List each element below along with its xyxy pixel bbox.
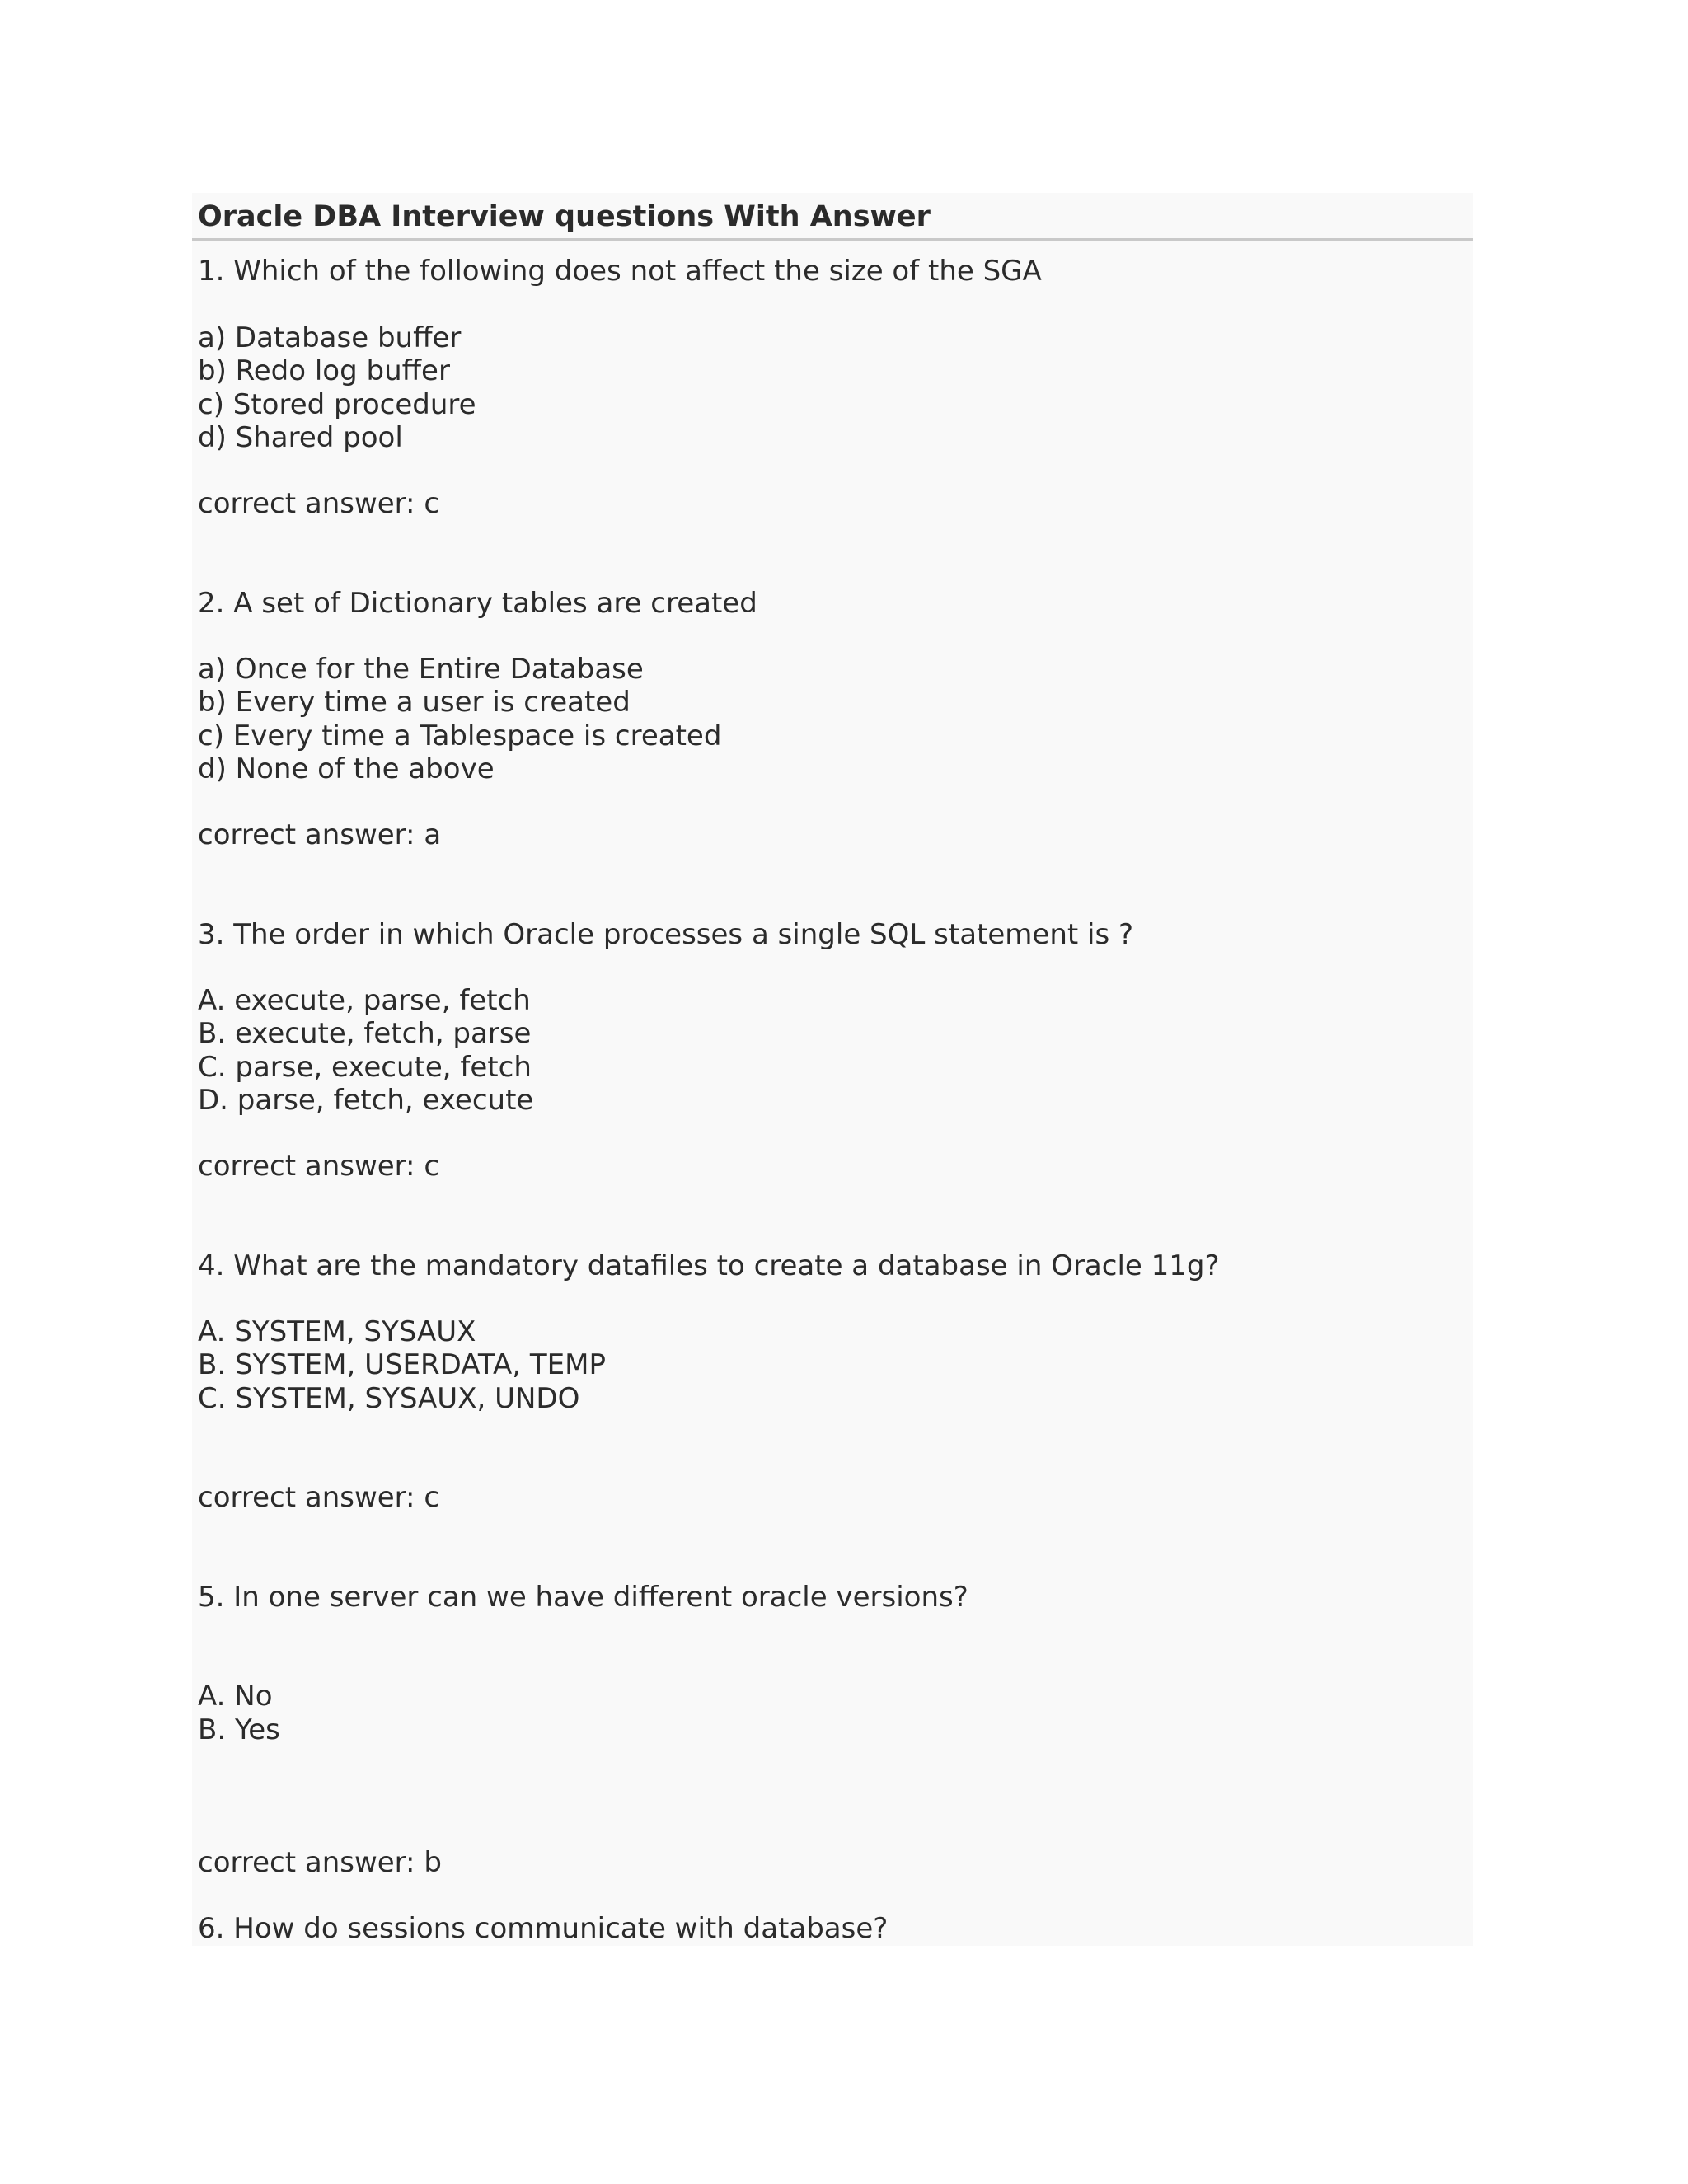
q3-option-c: C. parse, execute, fetch <box>198 1051 532 1084</box>
q2-option-c: c) Every time a Tablespace is created <box>198 719 722 752</box>
question-3: 3. The order in which Oracle processes a single SQL statement is ? <box>198 918 1134 951</box>
q5-answer: correct answer: b <box>198 1846 442 1879</box>
page-title: Oracle DBA Interview questions With Answer <box>198 200 931 233</box>
q3-answer: correct answer: c <box>198 1150 440 1183</box>
question-2: 2. A set of Dictionary tables are created <box>198 587 757 620</box>
question-5: 5. In one server can we have different oracle versions? <box>198 1581 968 1614</box>
q5-option-a: A. No <box>198 1680 273 1713</box>
q1-option-b: b) Redo log buffer <box>198 354 450 387</box>
q1-option-d: d) Shared pool <box>198 421 403 454</box>
question-6: 6. How do sessions communicate with database? <box>198 1912 889 1945</box>
q1-answer: correct answer: c <box>198 487 440 520</box>
q1-option-c: c) Stored procedure <box>198 388 476 421</box>
q2-option-d: d) None of the above <box>198 752 495 785</box>
q4-answer: correct answer: c <box>198 1481 440 1514</box>
q2-option-a: a) Once for the Entire Database <box>198 653 644 686</box>
q3-option-b: B. execute, fetch, parse <box>198 1017 532 1050</box>
q5-option-b: B. Yes <box>198 1713 280 1746</box>
title-bar <box>192 193 1473 241</box>
q3-option-a: A. execute, parse, fetch <box>198 984 531 1017</box>
q4-option-a: A. SYSTEM, SYSAUX <box>198 1315 476 1348</box>
q4-option-b: B. SYSTEM, USERDATA, TEMP <box>198 1348 606 1381</box>
q2-answer: correct answer: a <box>198 818 442 851</box>
q2-option-b: b) Every time a user is created <box>198 686 631 719</box>
question-4: 4. What are the mandatory datafiles to create a database in Oracle 11g? <box>198 1249 1220 1282</box>
q3-option-d: D. parse, fetch, execute <box>198 1084 534 1117</box>
q1-option-a: a) Database buffer <box>198 321 462 354</box>
question-1: 1. Which of the following does not affect the size of the SGA <box>198 255 1042 288</box>
q4-option-c: C. SYSTEM, SYSAUX, UNDO <box>198 1382 580 1415</box>
document-content <box>192 193 1473 1946</box>
